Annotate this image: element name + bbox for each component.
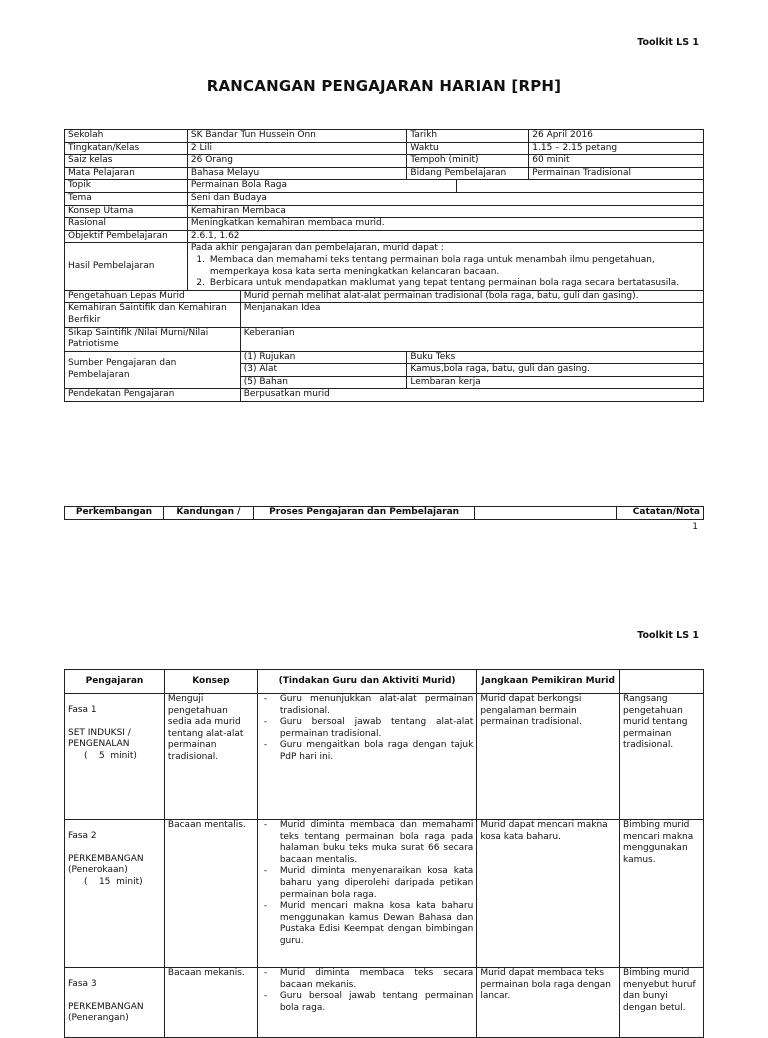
sumber-alat-label: (3) Alat <box>240 364 407 377</box>
jangkaan-cell: Murid dapat membaca teks permainan bola raga dengan lancar. <box>477 968 620 1038</box>
col-catatan <box>620 670 704 694</box>
list-item: - Guru mengaitkan bola raga dengan tajuk PdP hari ini. <box>261 740 474 763</box>
list-item: - Murid diminta membaca dan memahami teks tentang permainan bola raga pada halaman buku teks muka surat 66 secara bacaan mentalis. <box>261 820 474 866</box>
jangkaan-cell: Murid dapat mencari makna kosa kata baharu. <box>477 820 620 968</box>
table-row <box>65 694 704 820</box>
konsep-cell: Menguji pengetahuan sedia ada murid tentang alat-alat permainan tradisional. <box>164 694 257 820</box>
fasa-label: Fasa 1 <box>68 705 97 715</box>
kemahiran-label: Kemahiran Saintifik dan Kemahiran Berfikir <box>65 303 241 327</box>
header-perkembangan: Perkembangan <box>65 507 164 520</box>
objektif-label: Objektif Pembelajaran <box>65 230 188 243</box>
sikap-value: Keberanian <box>240 327 703 351</box>
fasa-cell <box>65 820 165 968</box>
sikap-label: Sikap Saintifik /Nilai Murni/Nilai Patriotisme <box>65 327 241 351</box>
waktu-label: Waktu <box>407 142 529 155</box>
col-jangkaan: Jangkaan Pemikiran Murid <box>477 670 620 694</box>
page-number: 1 <box>692 522 698 532</box>
sumber-label: Sumber Pengajaran dan Pembelajaran <box>65 351 241 389</box>
header-catatan: Catatan/Nota <box>617 507 704 520</box>
fasa-cell <box>65 694 165 820</box>
sumber-alat-value: Kamus,bola raga, batu, guli dan gasing. <box>407 364 704 377</box>
sumber-rujukan-label: (1) Rujukan <box>240 351 407 364</box>
hasil-list <box>191 255 700 290</box>
list-item: - Guru bersoal jawab tentang permainan bola raga. <box>261 991 474 1014</box>
waktu-value: 1.15 – 2.15 petang <box>529 142 704 155</box>
sub-label: (Penerangan) <box>68 1013 129 1024</box>
konsep-cell: Bacaan mentalis. <box>164 820 257 968</box>
rasional-label: Rasional <box>65 218 188 231</box>
bidang-label: Bidang Pembelajaran <box>407 167 529 180</box>
aktiviti-cell <box>257 694 477 820</box>
aktiviti-cell <box>257 820 477 968</box>
sub-label: (Penerokaan) <box>68 865 128 876</box>
tarikh-label: Tarikh <box>407 130 529 143</box>
sumber-bahan-label: (5) Bahan <box>240 376 407 389</box>
sumber-bahan-value: Lembaran kerja <box>407 376 704 389</box>
mata-label: Mata Pelajaran <box>65 167 188 180</box>
process-header-table <box>64 506 704 520</box>
time-label: ( 5 minit) <box>84 750 137 761</box>
header-kandungan: Kandungan / <box>163 507 253 520</box>
tempoh-value: 60 minit <box>529 155 704 168</box>
aktiviti-list <box>261 694 474 764</box>
fasa-label: Fasa 2 <box>68 831 97 841</box>
table-row <box>65 820 704 968</box>
pendekatan-label: Pendekatan Pengajaran <box>65 389 241 402</box>
aktiviti-list <box>261 968 474 1014</box>
table-row <box>65 968 704 1038</box>
kemahiran-value: Menjanakan Idea <box>240 303 703 327</box>
pendekatan-value: Berpusatkan murid <box>240 389 703 402</box>
tingkatan-label: Tingkatan/Kelas <box>65 142 188 155</box>
konsep-value: Kemahiran Membaca <box>187 205 703 218</box>
col-tindakan: (Tindakan Guru dan Aktiviti Murid) <box>257 670 477 694</box>
stage-label: SET INDUKSI / PENGENALAN <box>68 727 131 750</box>
saiz-label: Saiz kelas <box>65 155 188 168</box>
list-item: - Murid diminta menyenaraikan kosa kata baharu yang diperolehi daripada petikan permainan bola raga. <box>261 866 474 901</box>
sumber-rujukan-value: Buku Teks <box>407 351 704 364</box>
toolkit-label: Toolkit LS 1 <box>637 37 699 48</box>
fasa-label: Fasa 3 <box>68 979 97 989</box>
sekolah-value: SK Bandar Tun Hussein Onn <box>187 130 407 143</box>
lesson-process-table <box>64 669 704 1038</box>
catatan-cell: Bimbing murid menyebut huruf dan bunyi dengan betul. <box>620 968 704 1038</box>
col-konsep: Konsep <box>164 670 257 694</box>
time-label: ( 15 minit) <box>84 876 143 887</box>
pengetahuan-value: Murid pernah melihat alat-alat permainan tradisional (bola raga, batu, guli dan gasing). <box>240 290 703 303</box>
aktiviti-list <box>261 820 474 948</box>
list-item: - Murid diminta membaca teks secara bacaan mekanis. <box>261 968 474 991</box>
konsep-label: Konsep Utama <box>65 205 188 218</box>
tarikh-value: 26 April 2016 <box>529 130 704 143</box>
catatan-cell: Bimbing murid mencari makna menggunakan kamus. <box>620 820 704 968</box>
page-title: RANCANGAN PENGAJARAN HARIAN [RPH] <box>206 77 562 95</box>
topik-value: Permainan Bola Raga <box>187 180 456 193</box>
jangkaan-cell: Murid dapat berkongsi pengalaman bermain permainan tradisional. <box>477 694 620 820</box>
hasil-value <box>187 243 703 290</box>
tingkatan-value: 2 Lili <box>187 142 407 155</box>
konsep-cell: Bacaan mekanis. <box>164 968 257 1038</box>
tema-value: Seni dan Budaya <box>187 192 703 205</box>
toolkit-label-page2: Toolkit LS 1 <box>637 630 699 641</box>
col-pengajaran: Pengajaran <box>65 670 165 694</box>
hasil-item: 2. Berbicara untuk mendapatkan maklumat yang tepat tentang permainan bola raga secara bertatasusila. <box>208 278 700 290</box>
hasil-label: Hasil Pembelajaran <box>65 243 188 290</box>
rasional-value: Meningkatkan kemahiran membaca murid. <box>187 218 703 231</box>
tempoh-label: Tempoh (minit) <box>407 155 529 168</box>
bidang-value: Permainan Tradisional <box>529 167 704 180</box>
tema-label: Tema <box>65 192 188 205</box>
list-item: - Murid mencari makna kosa kata baharu menggunakan kamus Dewan Bahasa dan Pustaka Edisi Keempat dengan bimbingan guru. <box>261 901 474 947</box>
topik-label: Topik <box>65 180 188 193</box>
objektif-value: 2.6.1, 1.62 <box>187 230 703 243</box>
aktiviti-cell <box>257 968 477 1038</box>
header-empty <box>475 507 617 520</box>
mata-value: Bahasa Melayu <box>187 167 407 180</box>
fasa-cell <box>65 968 165 1038</box>
list-item: - Guru menunjukkan alat-alat permainan tradisional. <box>261 694 474 717</box>
lesson-info-table <box>64 129 704 402</box>
saiz-value: 26 Orang <box>187 155 407 168</box>
pengetahuan-label: Pengetahuan Lepas Murid <box>65 290 241 303</box>
hasil-item: 1. Membaca dan memahami teks tentang permainan bola raga untuk menambah ilmu pengetahuan, memperkaya kosa kata serta meningkatkan kelancaran bacaan. <box>208 255 700 278</box>
list-item: - Guru bersoal jawab tentang alat-alat permainan tradisional. <box>261 717 474 740</box>
sekolah-label: Sekolah <box>65 130 188 143</box>
hasil-intro: Pada akhir pengajaran dan pembelajaran, murid dapat : <box>190 243 444 254</box>
stage-label: PERKEMBANGAN <box>68 1001 144 1012</box>
catatan-cell: Rangsang pengetahuan murid tentang permainan tradisional. <box>620 694 704 820</box>
stage-label: PERKEMBANGAN <box>68 853 144 864</box>
header-proses: Proses Pengajaran dan Pembelajaran <box>253 507 475 520</box>
